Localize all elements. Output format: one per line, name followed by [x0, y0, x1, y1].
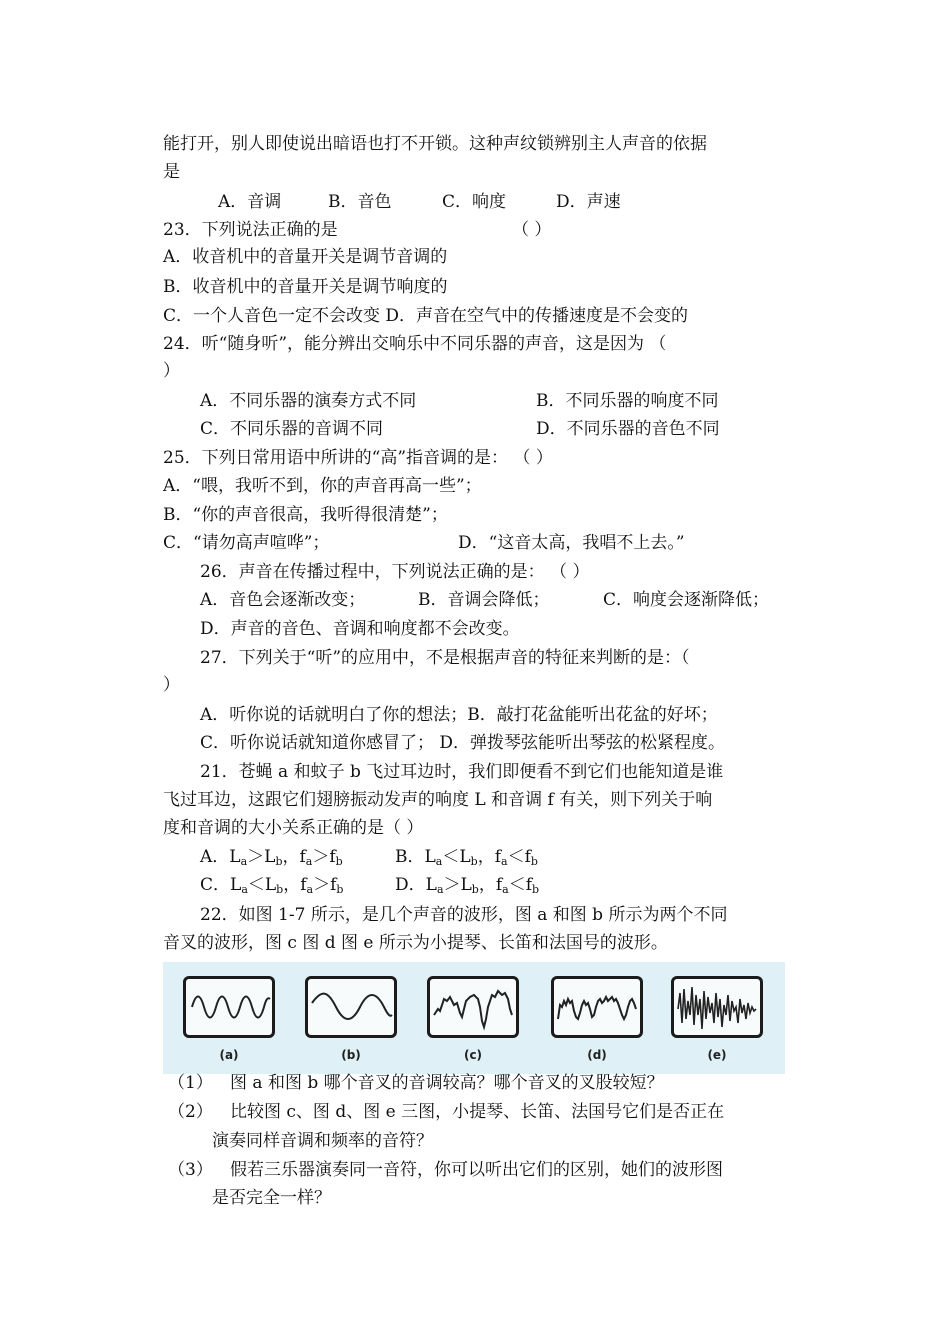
subquestion-text: 演奏同样音调和频率的音符？ [212, 1131, 433, 1151]
question-27: 27．下列关于“听”的应用中，不是根据声音的特征来判断的是：（ [200, 648, 690, 668]
option-a: A．收音机中的音量开关是调节音调的 [163, 247, 448, 267]
option-c: C．“请勿高声喧哗”； [163, 533, 330, 553]
option-b: B．音调会降低； [418, 590, 550, 610]
waveform-e [671, 976, 763, 1038]
answer-paren: （ ） [512, 220, 552, 240]
question-24: 24．听“随身听”，能分辨出交响乐中不同乐器的声音，这是因为 （ [163, 334, 667, 354]
option-c: C．响度 [442, 192, 507, 212]
subquestion-text: 比较图 c、图 d、图 e 三图，小提琴、长笛、法国号它们是否正在 [230, 1102, 725, 1122]
option-d: D．不同乐器的音色不同 [536, 419, 720, 439]
option-c: C．$L_a<L_b$，$f_a>f_b$ [200, 875, 344, 896]
subquestion-text: 图 a 和图 b 哪个音叉的音调较高？哪个音叉的叉股较短？ [230, 1073, 664, 1093]
option-cd: C．一个人音色一定不会改变 D．声音在空气中的传播速度是不会变的 [163, 306, 689, 326]
option-d: D．“这音太高，我唱不上去。” [458, 533, 685, 553]
text-line: 是 [163, 162, 180, 182]
option-b: B．收音机中的音量开关是调节响度的 [163, 277, 448, 297]
waveform-c [427, 976, 519, 1038]
question-22: 22．如图 1-7 所示，是几个声音的波形，图 a 和图 b 所示为两个不同 [200, 905, 728, 925]
question-25: 25．下列日常用语中所讲的“高”指音调的是： （ ） [163, 448, 553, 468]
option-a: A．“喂，我听不到，你的声音再高一些”； [163, 476, 482, 496]
option-a: A．音调 [218, 192, 282, 212]
option-c: C．不同乐器的音调不同 [200, 419, 384, 439]
option-c: C．响度会逐渐降低； [603, 590, 770, 610]
question-23: 23．下列说法正确的是 [163, 220, 338, 240]
subquestion-number: （1） [168, 1073, 213, 1093]
text-line: 音叉的波形，图 c 图 d 图 e 所示为小提琴、长笛和法国号的波形。 [163, 933, 668, 953]
question-21: 21．苍蝇 a 和蚊子 b 飞过耳边时，我们即便看不到它们也能知道是谁 [200, 762, 724, 782]
option-b: B．音色 [328, 192, 392, 212]
subquestion-text: 是否完全一样？ [212, 1188, 331, 1208]
option-b: B．$L_a<L_b$，$f_a<f_b$ [395, 847, 538, 868]
option-ab: A．听你说的话就明白了你的想法；B．敲打花盆能听出花盆的好坏； [200, 705, 718, 725]
waveform-b [305, 976, 397, 1038]
option-d: D．声速 [556, 192, 621, 212]
text-line: 能打开，别人即使说出暗语也打不开锁。这种声纹锁辨别主人声音的依据 [163, 134, 707, 154]
option-cd: C．听你说话就知道你感冒了； D．弹拨琴弦能听出琴弦的松紧程度。 [200, 733, 726, 753]
figure-label-b: (b) [341, 1048, 361, 1062]
waveform-figure [163, 962, 785, 1074]
text-line: 飞过耳边，这跟它们翅膀振动发声的响度 L 和音调 f 有关，则下列关于响 [163, 790, 713, 810]
option-a: A．不同乐器的演奏方式不同 [200, 391, 417, 411]
option-d: D．声音的音色、音调和响度都不会改变。 [200, 619, 520, 639]
option-a: A．音色会逐渐改变； [200, 590, 366, 610]
figure-label-c: (c) [463, 1048, 483, 1062]
subquestion-text: 假若三乐器演奏同一音符，你可以听出它们的区别，她们的波形图 [230, 1160, 723, 1180]
question-26: 26．声音在传播过程中，下列说法正确的是： （ ） [200, 562, 590, 582]
text-line: ） [163, 675, 180, 695]
option-d: D．$L_a>L_b$，$f_a<f_b$ [395, 875, 540, 896]
figure-label-a: (a) [219, 1048, 239, 1062]
option-b: B．不同乐器的响度不同 [536, 391, 719, 411]
subquestion-number: （2） [168, 1102, 213, 1122]
option-a: A．$L_a>L_b$，$f_a>f_b$ [200, 847, 343, 868]
waveform-a [183, 976, 275, 1038]
text-line: ） [163, 361, 180, 381]
text-line: 度和音调的大小关系正确的是（ ） [163, 818, 424, 838]
subquestion-number: （3） [168, 1160, 213, 1180]
waveform-d [551, 976, 643, 1038]
option-b: B．“你的声音很高，我听得很清楚”； [163, 505, 448, 525]
figure-label-e: (e) [707, 1048, 727, 1062]
figure-label-d: (d) [587, 1048, 607, 1062]
